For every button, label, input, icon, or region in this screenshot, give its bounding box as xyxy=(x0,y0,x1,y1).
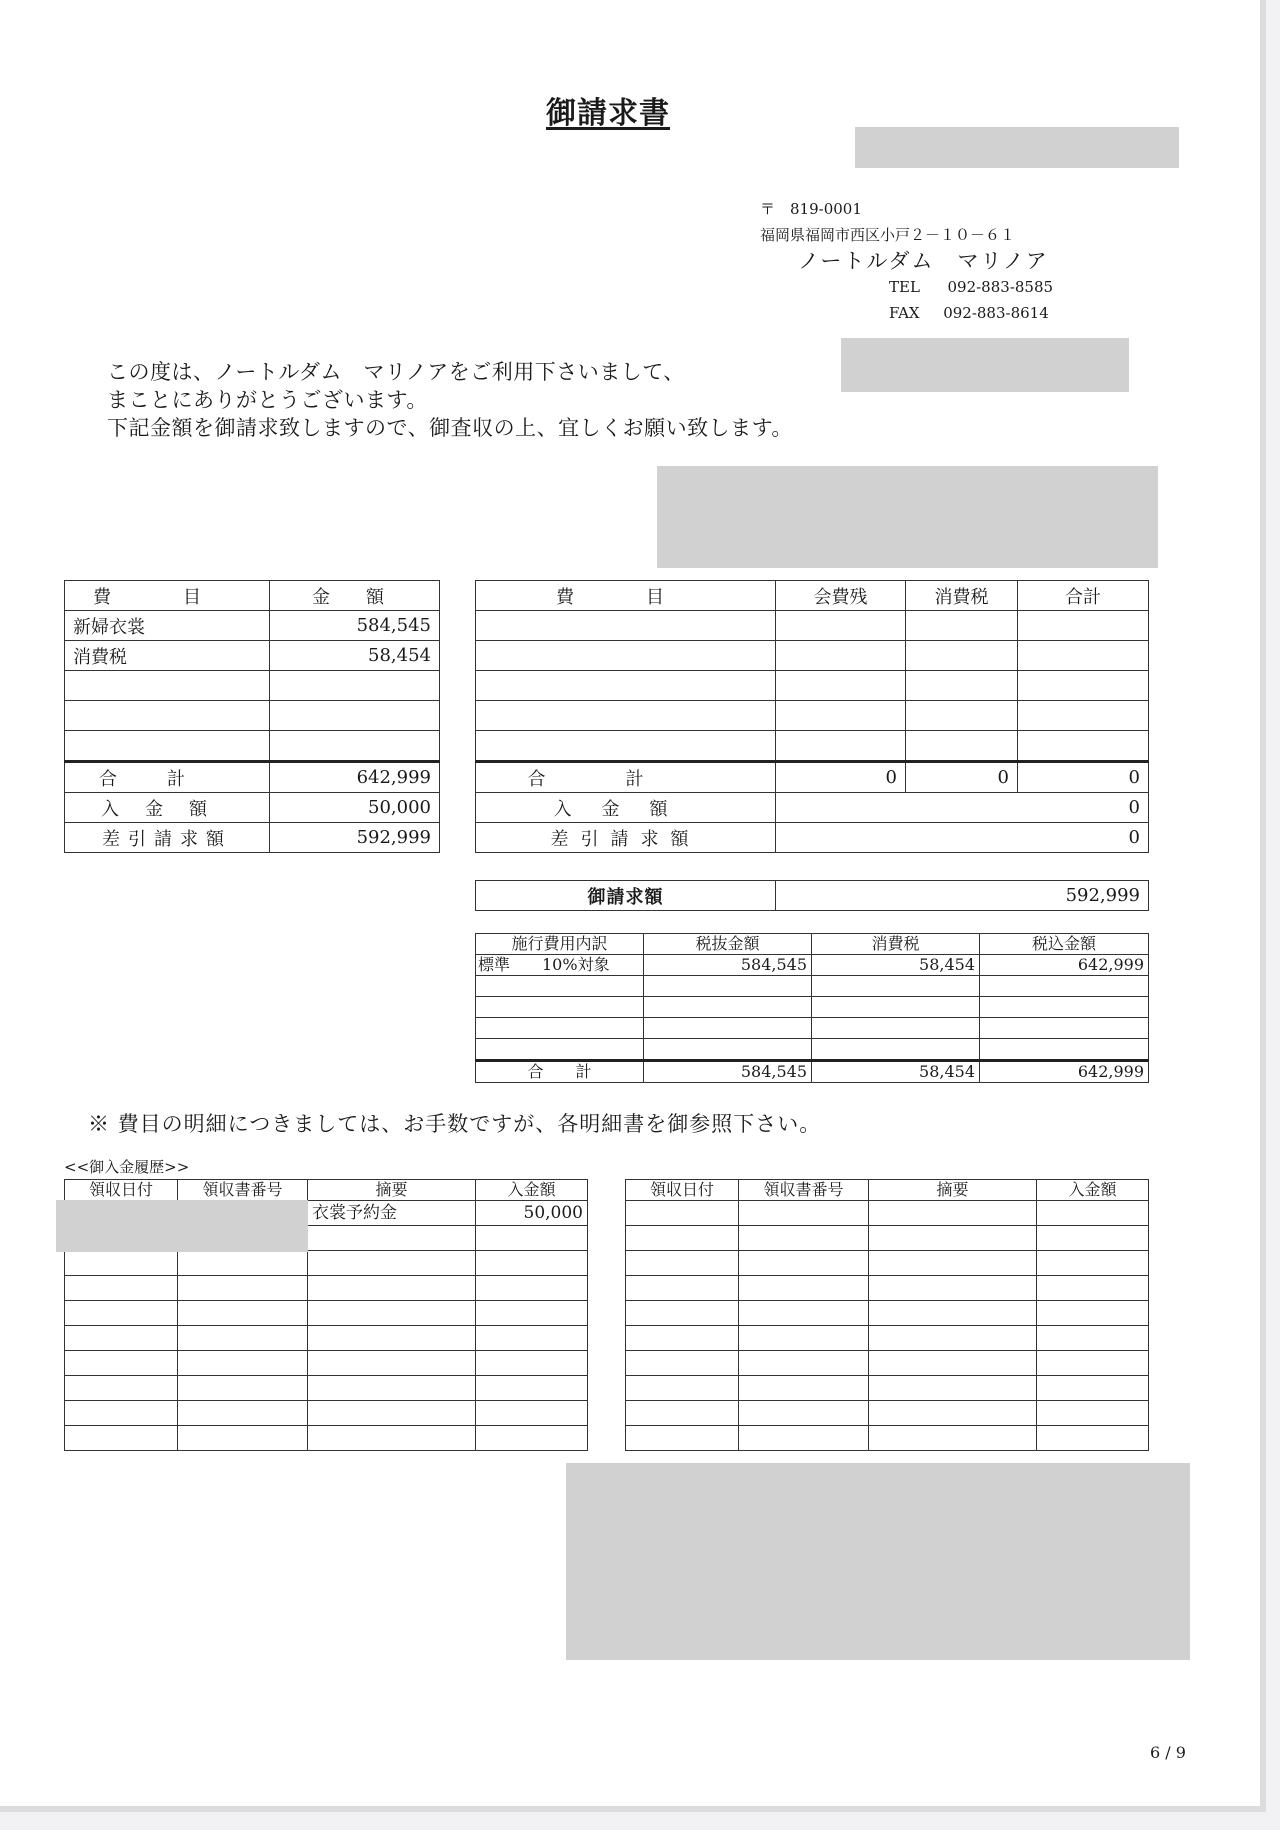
table-row xyxy=(626,1351,1149,1376)
column-header: 消費税 xyxy=(812,934,980,955)
table-row xyxy=(65,641,440,671)
table-header-row xyxy=(476,581,1149,611)
tel-label: TEL xyxy=(889,278,920,296)
column-header: 税抜金額 xyxy=(644,934,812,955)
table-row xyxy=(476,976,1149,997)
fee-item-amount: 584,545 xyxy=(270,611,440,641)
paid-label: 入金額 xyxy=(476,793,776,823)
balance-value: 0 xyxy=(776,823,1149,853)
greeting-line: 下記金額を御請求致しますので、御査収の上、宜しくお願い致します。 xyxy=(107,416,793,440)
table-row xyxy=(476,641,1149,671)
table-row xyxy=(476,955,1149,976)
fee-table-left xyxy=(64,580,440,853)
total-amount: 642,999 xyxy=(270,762,440,793)
reference-note: ※ 費目の明細につきましては、お手数ですが、各明細書を御参照下さい。 xyxy=(88,1112,822,1136)
column-header: 合計 xyxy=(1018,581,1149,611)
greeting-line: まことにありがとうございます。 xyxy=(107,388,428,412)
total-value: 0 xyxy=(776,762,906,793)
breakdown-total-label: 合 計 xyxy=(476,1061,644,1083)
table-row xyxy=(65,1426,588,1451)
table-row xyxy=(476,671,1149,701)
fee-item-amount xyxy=(270,731,440,762)
total-row xyxy=(65,762,440,793)
fee-item-name: 新婦衣裳 xyxy=(65,611,270,641)
table-header-row xyxy=(476,934,1149,955)
table-row xyxy=(65,1301,588,1326)
fee-item-name xyxy=(65,671,270,701)
column-header: 領収書番号 xyxy=(178,1180,308,1201)
table-row xyxy=(626,1301,1149,1326)
fax-label: FAX xyxy=(889,304,920,322)
table-header-row xyxy=(626,1180,1149,1201)
table-row xyxy=(476,701,1149,731)
balance-row xyxy=(65,823,440,853)
fee-table-right xyxy=(475,580,1149,853)
paid-row xyxy=(65,793,440,823)
tax-included-amount: 642,999 xyxy=(980,955,1149,976)
pre-tax-total: 584,545 xyxy=(644,1061,812,1083)
page-number: 6 / 9 xyxy=(1150,1743,1186,1762)
column-header: 摘要 xyxy=(308,1180,476,1201)
paid-value: 0 xyxy=(776,793,1149,823)
total-label: 合計 xyxy=(476,762,776,793)
redacted-block xyxy=(56,1200,308,1252)
table-row xyxy=(65,1251,588,1276)
table-row xyxy=(65,1351,588,1376)
payment-description: 衣裳予約金 xyxy=(308,1201,476,1226)
tax-amount: 58,454 xyxy=(812,955,980,976)
table-row xyxy=(65,1276,588,1301)
column-header: 入金額 xyxy=(1037,1180,1149,1201)
table-row xyxy=(65,731,440,762)
column-header: 摘要 xyxy=(869,1180,1037,1201)
table-row xyxy=(65,701,440,731)
issuer-company: ノートルダム マリノア xyxy=(798,249,1049,273)
column-header: 費 目 xyxy=(476,581,776,611)
table-row xyxy=(476,611,1149,641)
table-row xyxy=(65,671,440,701)
payment-amount: 50,000 xyxy=(476,1201,588,1226)
paid-label: 入金額 xyxy=(65,793,270,823)
table-row xyxy=(476,1039,1149,1061)
column-header: 税込金額 xyxy=(980,934,1149,955)
table-row xyxy=(476,1018,1149,1039)
redacted-block xyxy=(855,127,1179,168)
total-row xyxy=(476,762,1149,793)
total-value: 0 xyxy=(906,762,1018,793)
balance-amount: 592,999 xyxy=(270,823,440,853)
fee-item-name: 消費税 xyxy=(65,641,270,671)
paid-row xyxy=(476,793,1149,823)
pre-tax-amount: 584,545 xyxy=(644,955,812,976)
table-row xyxy=(626,1376,1149,1401)
payment-history-label: <<御入金履歴>> xyxy=(64,1158,190,1176)
tax-total: 58,454 xyxy=(812,1061,980,1083)
table-row xyxy=(65,1326,588,1351)
greeting-line: この度は、ノートルダム マリノアをご利用下さいまして、 xyxy=(107,360,685,384)
balance-row xyxy=(476,823,1149,853)
column-header: 領収日付 xyxy=(626,1180,739,1201)
table-row xyxy=(626,1276,1149,1301)
postal-code: 〒 819-0001 xyxy=(760,200,862,218)
payment-history-table-right xyxy=(625,1179,1149,1451)
table-row xyxy=(626,1251,1149,1276)
issuer-block xyxy=(760,196,1060,326)
table-row xyxy=(626,1226,1149,1251)
column-header: 費 目 xyxy=(65,581,270,611)
column-header: 金 額 xyxy=(270,581,440,611)
table-row xyxy=(476,731,1149,762)
invoice-amount-box xyxy=(475,880,1149,911)
balance-label: 差引請求額 xyxy=(65,823,270,853)
fee-item-name xyxy=(65,701,270,731)
document-title: 御請求書 xyxy=(546,96,670,131)
table-header-row xyxy=(65,581,440,611)
table-row xyxy=(65,611,440,641)
table-header-row xyxy=(65,1180,588,1201)
greeting-text xyxy=(107,358,793,442)
breakdown-category: 標準 10%対象 xyxy=(476,955,644,976)
table-row xyxy=(65,1401,588,1426)
column-header: 施行費用内訳 xyxy=(476,934,644,955)
redacted-block xyxy=(657,466,1158,568)
fee-item-amount: 58,454 xyxy=(270,641,440,671)
tax-included-total: 642,999 xyxy=(980,1061,1149,1083)
issuer-address: 福岡県福岡市西区小戸２－１０－６１ xyxy=(760,226,1016,244)
table-row xyxy=(626,1201,1149,1226)
table-row xyxy=(65,1376,588,1401)
table-row xyxy=(626,1426,1149,1451)
invoice-amount-label: 御請求額 xyxy=(476,881,776,911)
paid-amount: 50,000 xyxy=(270,793,440,823)
column-header: 会費残 xyxy=(776,581,906,611)
invoice-amount-value: 592,999 xyxy=(776,881,1149,911)
table-row xyxy=(626,1401,1149,1426)
cost-breakdown-table xyxy=(475,933,1149,1083)
table-row xyxy=(476,997,1149,1018)
table-row xyxy=(626,1326,1149,1351)
total-label: 合計 xyxy=(65,762,270,793)
fee-item-amount xyxy=(270,701,440,731)
redacted-block xyxy=(566,1463,1190,1660)
total-row xyxy=(476,1061,1149,1083)
total-value: 0 xyxy=(1018,762,1149,793)
balance-label: 差引請求額 xyxy=(476,823,776,853)
column-header: 消費税 xyxy=(906,581,1018,611)
column-header: 領収日付 xyxy=(65,1180,178,1201)
column-header: 領収書番号 xyxy=(739,1180,869,1201)
column-header: 入金額 xyxy=(476,1180,588,1201)
fee-item-name xyxy=(65,731,270,762)
fax-number: 092-883-8614 xyxy=(943,304,1049,322)
tel-number: 092-883-8585 xyxy=(947,278,1054,296)
fee-item-amount xyxy=(270,671,440,701)
redacted-block xyxy=(841,338,1129,392)
